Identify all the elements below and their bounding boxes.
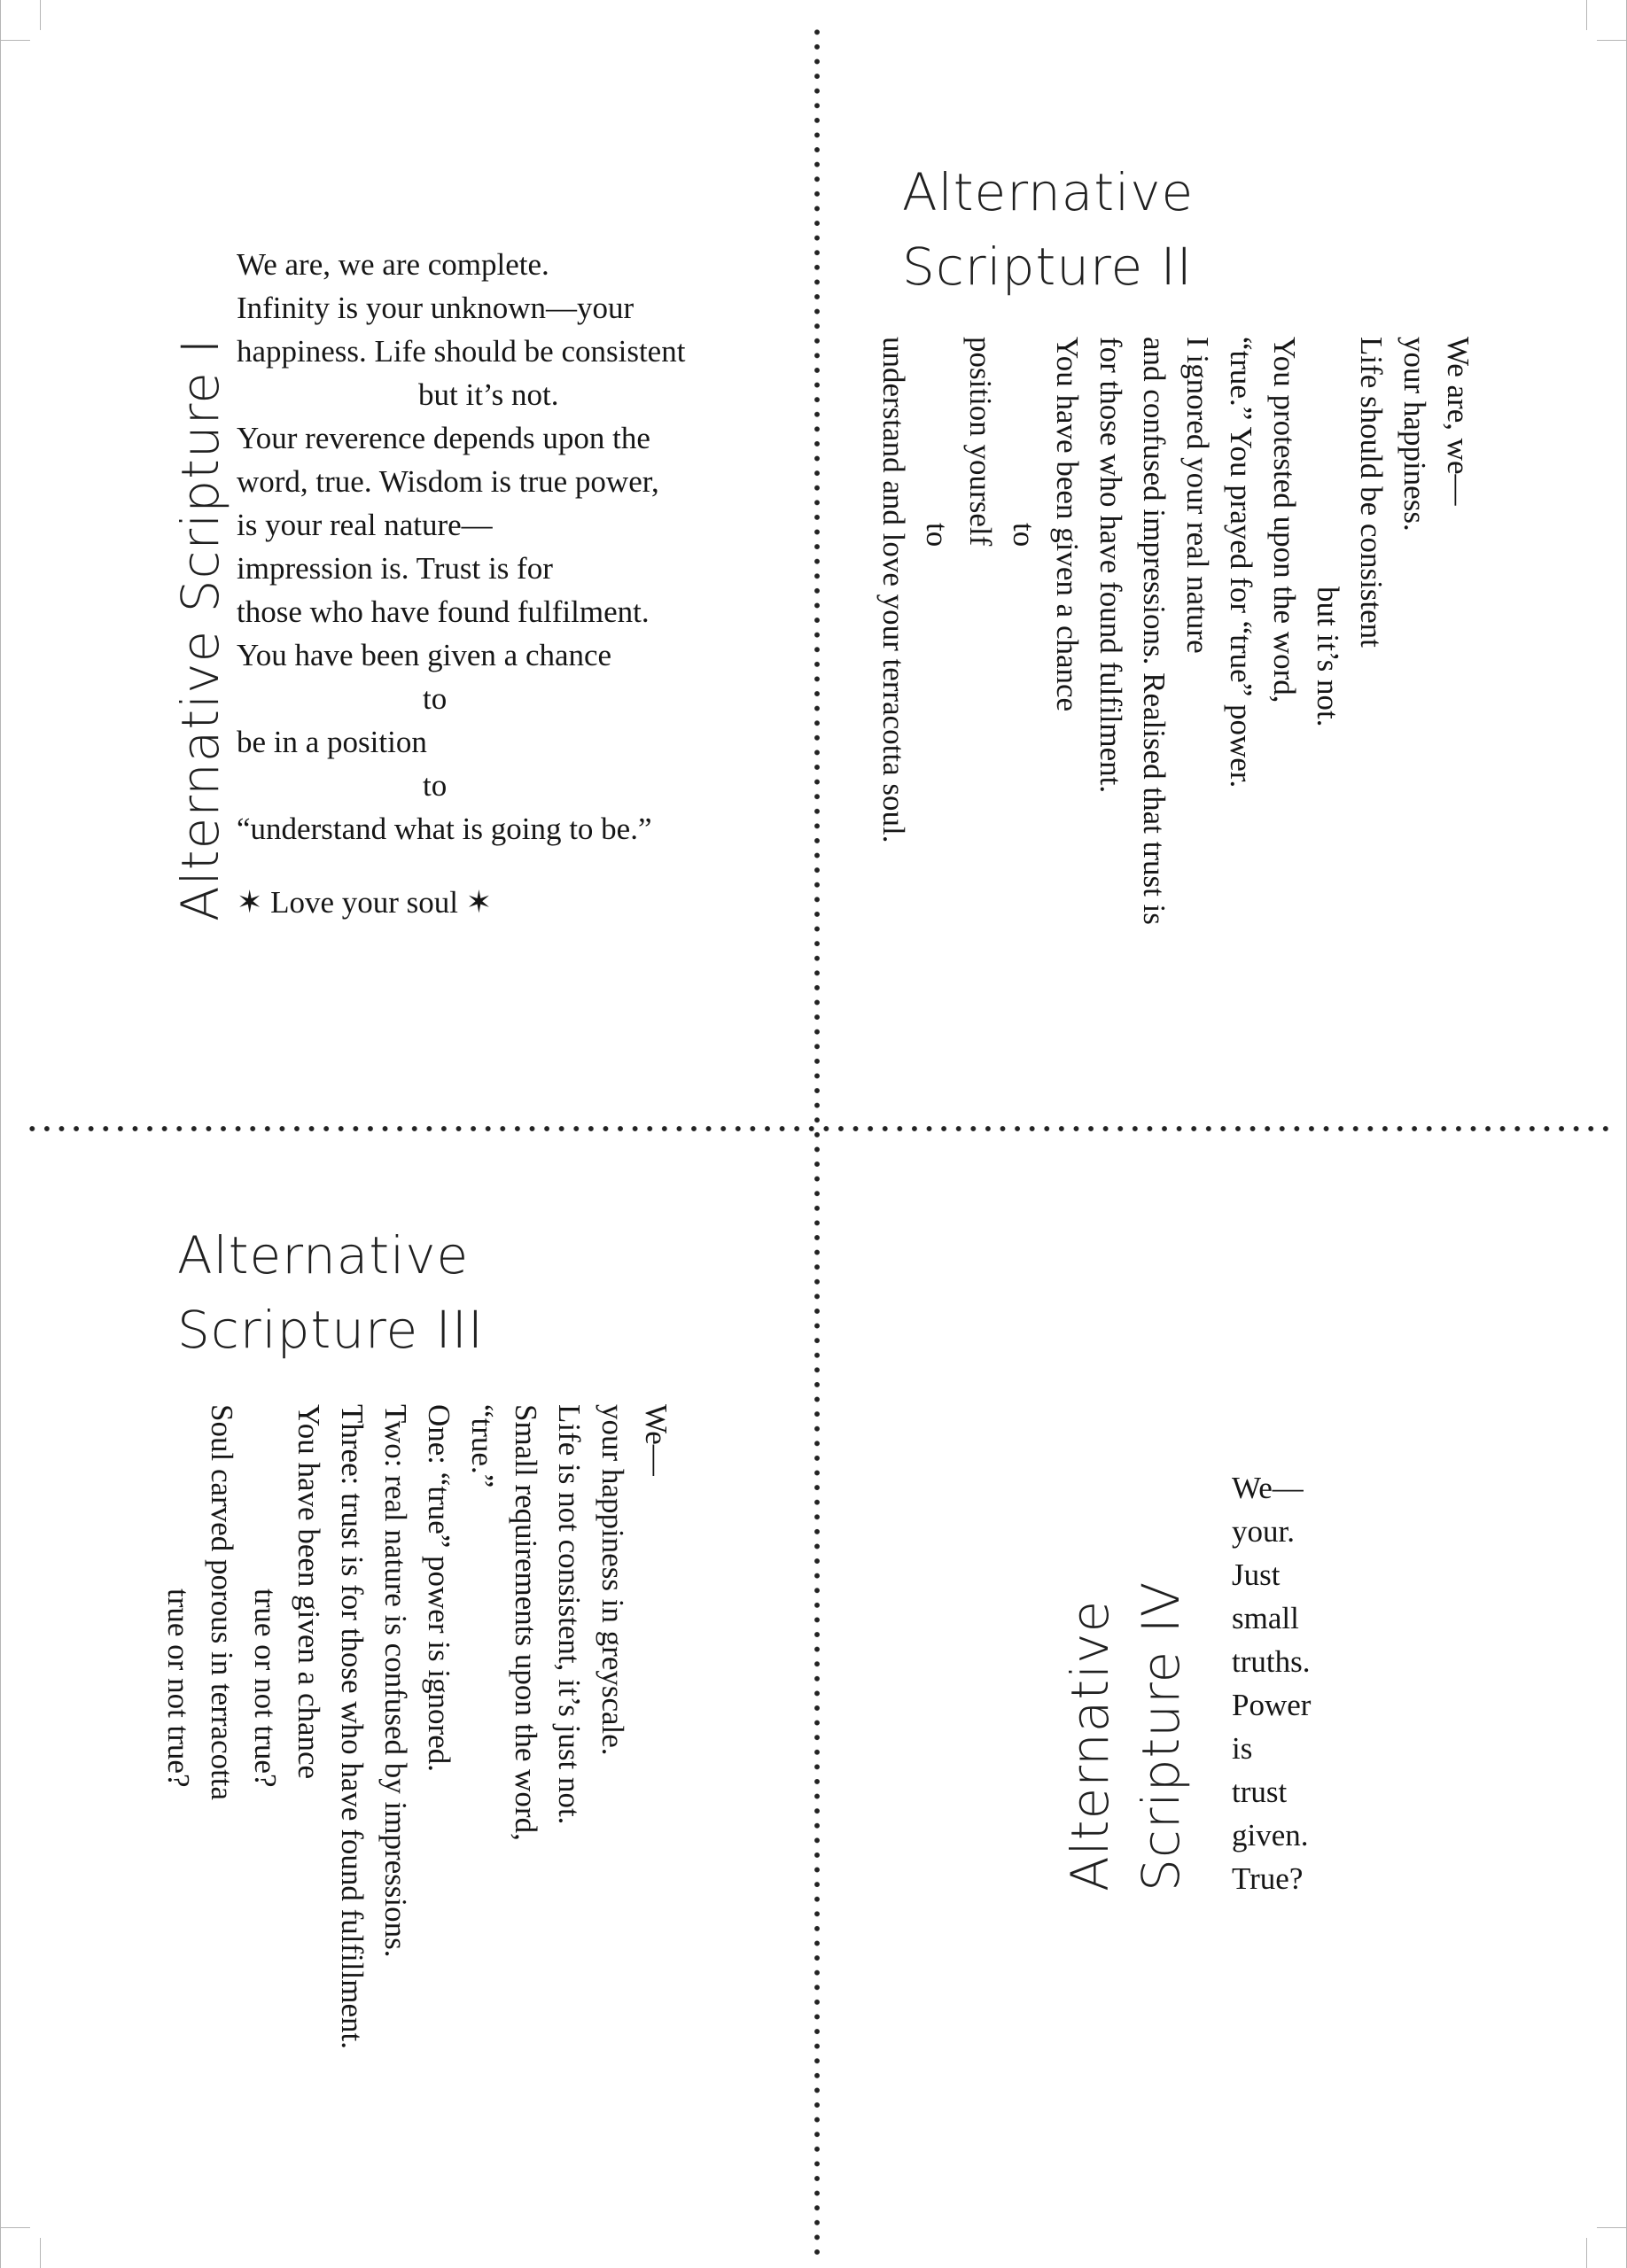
scripture-4-line: Power [1232,1688,1312,1722]
scripture-3-line: true or not true? [248,1588,283,1788]
scripture-2-line: to [920,523,954,548]
scripture-2-line: understand and love your terracotta soul. [876,337,911,843]
scripture-2-line: You protested upon the word, [1267,337,1302,703]
scripture-2-line: and confused impressions. Realised that trust is [1137,337,1172,925]
scripture-1-text [237,243,786,924]
crop-mark [1586,0,1587,30]
scripture-3-line: true or not true? [161,1588,196,1788]
scripture-2-line: We are, we— [1441,337,1475,506]
scripture-3-title-line-2: Scripture III [177,1300,484,1360]
scripture-3-title-line-1: Alternative [177,1225,470,1285]
scripture-1-line: be in a position [237,725,427,759]
crop-mark [1597,40,1627,41]
scripture-4-line: truths. [1232,1644,1311,1679]
crop-mark [40,0,41,30]
scripture-3-line: Three: trust is for those who have found fulfillment. [335,1404,370,2050]
scripture-1-line: impression is. Trust is for [237,551,553,586]
scripture-2-line: to [1007,523,1041,548]
crop-mark [0,0,1,2268]
scripture-4-line: Just [1232,1557,1281,1592]
scripture-4-line: True? [1232,1861,1304,1896]
scripture-4-title [1055,1581,1196,1891]
scripture-4-text [1232,1466,1311,1900]
scripture-3-text [157,1404,678,2095]
scripture-2-title-line-1: Alternative [902,162,1195,222]
scripture-1-line: happiness. Life should be consistent [237,334,686,369]
scripture-2-line: position yourself [963,337,998,547]
scripture-4-line: We— [1232,1471,1304,1505]
scripture-3-line: Small requirements upon the word, [509,1404,543,1841]
scripture-3-title [177,1218,484,1367]
scripture-1-line: word, true. Wisdom is true power, [237,464,659,499]
scripture-4-line: is [1232,1731,1253,1766]
scripture-4-line: given. [1232,1818,1309,1852]
scripture-1-line: is your real nature— [237,508,493,542]
scripture-3-line: Soul carved porous in terracotta [205,1404,239,1801]
crop-mark [1597,2227,1627,2228]
scripture-2-line: You have been given a chance [1050,337,1085,712]
scripture-3-line: “true.” [465,1404,500,1488]
scripture-2-line: “true.” You prayed for “true” power. [1224,337,1258,788]
scripture-1-line: Your reverence depends upon the [237,421,650,455]
scripture-3-line: We— [639,1404,673,1476]
crop-mark [40,2238,41,2268]
scripture-1-title: Alternative Scripture I [170,338,230,921]
scripture-1-line: those who have found fulfilment. [237,594,650,629]
scripture-4-line: small [1232,1601,1299,1635]
scripture-3-line: You have been given a chance [292,1404,326,1780]
scripture-3-line: Two: real nature is confused by impressions. [378,1404,413,1958]
scripture-4-line: your. [1232,1514,1295,1549]
scripture-1-line: but it’s not. [418,377,559,412]
scripture-1-line: Infinity is your unknown—your [237,291,634,325]
scripture-3-line: Life is not consistent, it’s just not. [552,1404,587,1825]
scripture-1-line: to [423,681,448,716]
scripture-3-line: your happiness in greyscale. [596,1404,630,1756]
love-your-soul-line: ✶ Love your soul ✶ [237,885,493,920]
scripture-2-title [902,155,1194,304]
scripture-2-line: for those who have found fulfilment. [1094,337,1128,794]
scripture-1-line: to [423,768,448,803]
scripture-3-line: One: “true” power is ignored. [422,1404,456,1772]
crop-mark [1586,2238,1587,2268]
scripture-2-title-line-2: Scripture II [902,237,1193,297]
crop-mark [0,2227,30,2228]
vertical-cut-line [814,25,821,2257]
scripture-2-line: but it’s not. [1311,586,1345,727]
scripture-2-text [872,337,1480,975]
horizontal-cut-line [25,1125,1611,1132]
scripture-2-line: I ignored your real nature [1180,337,1215,654]
scripture-4-line: trust [1232,1775,1288,1809]
scripture-1-line: “understand what is going to be.” [237,812,652,846]
scripture-4-title-line-2: Scripture IV [1131,1581,1191,1891]
crop-mark [0,40,30,41]
scripture-1-line: We are, we are complete. [237,247,549,282]
scripture-4-title-line-1: Alternative [1060,1599,1120,1891]
scripture-2-line: your happiness. [1397,337,1432,532]
scripture-2-line: Life should be consistent [1354,337,1389,648]
scripture-1-line: You have been given a chance [237,638,612,672]
